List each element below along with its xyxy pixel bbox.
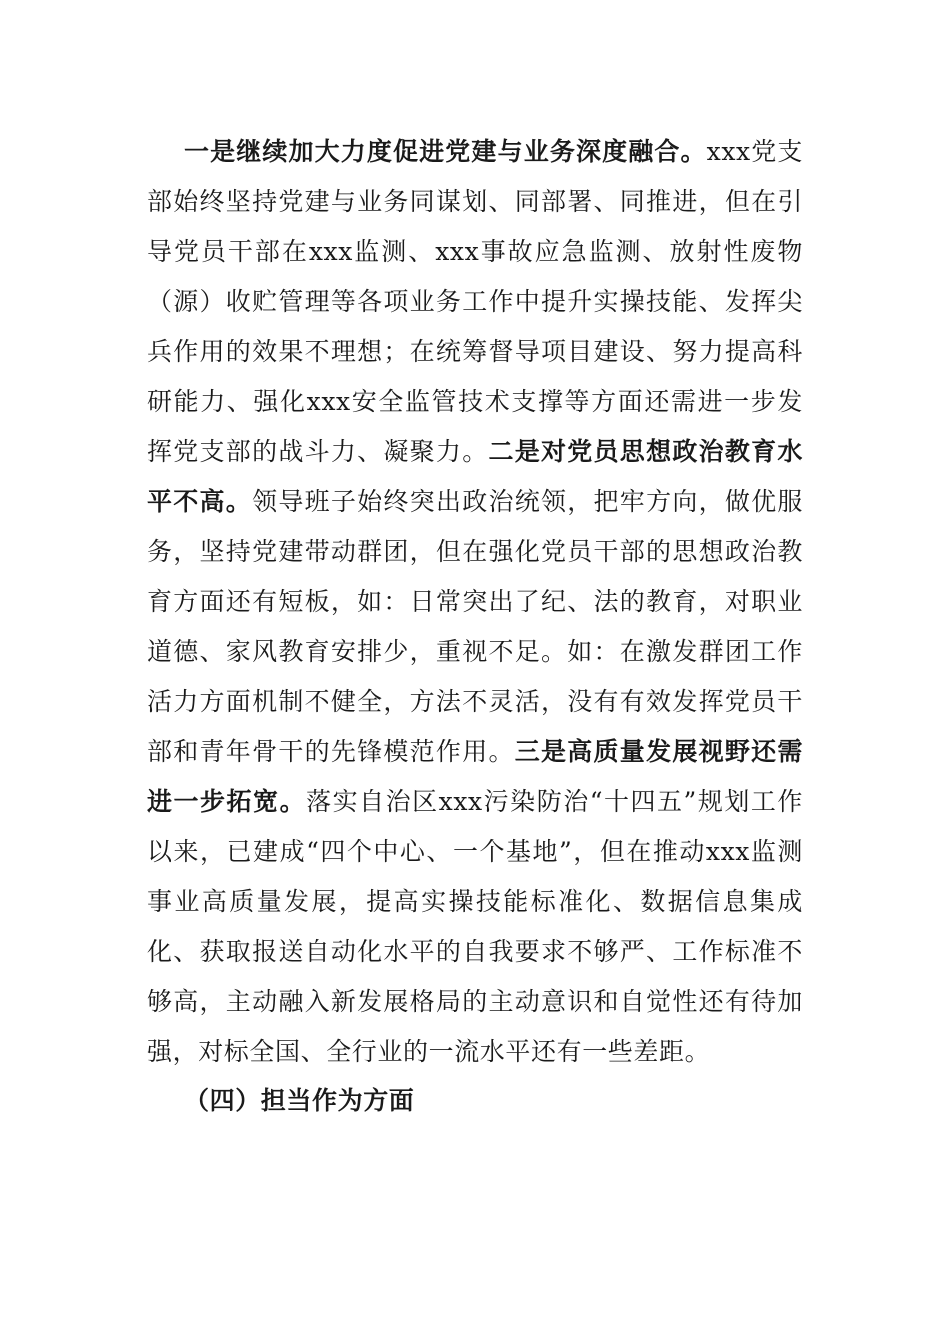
point-three-heading: 三是高质量发展视野还需进一步拓宽。	[147, 737, 803, 816]
body-paragraph	[147, 127, 803, 1077]
point-one-text: xxx党支部始终坚持党建与业务同谋划、同部署、同推进，但在引导党员干部在xxx监测、xxx事故应急监测、放射性废物（源）收贮管理等各项业务工作中提升实操技能、发挥尖兵作用的效果不理想；在统筹督导项目建设、努力提高科研能力、强化xxx安全监管技术支撑等方面还需进一步发挥党支部的战斗力、凝聚力。	[147, 137, 803, 466]
point-two-heading: 二是对党员思想政治教育水平不高。	[147, 437, 803, 516]
section-heading: （四）担当作为方面	[184, 1086, 415, 1115]
point-three-text: 落实自治区xxx污染防治“十四五”规划工作以来，已建成“四个中心、一个基地”，但在推动xxx监测事业高质量发展，提高实操技能标准化、数据信息集成化、获取报送自动化水平的自我要求不够严、工作标准不够高，主动融入新发展格局的主动意识和自觉性还有待加强，对标全国、全行业的一流水平还有一些差距。	[147, 787, 803, 1066]
point-one-heading: 一是继续加大力度促进党建与业务深度融合。	[184, 137, 707, 166]
point-two-text: 领导班子始终突出政治统领，把牢方向，做优服务，坚持党建带动群团，但在强化党员干部的思想政治教育方面还有短板，如：日常突出了纪、法的教育，对职业道德、家风教育安排少，重视不足。如：在激发群团工作活力方面机制不健全，方法不灵活，没有有效发挥党员干部和青年骨干的先锋模范作用。	[147, 487, 804, 766]
